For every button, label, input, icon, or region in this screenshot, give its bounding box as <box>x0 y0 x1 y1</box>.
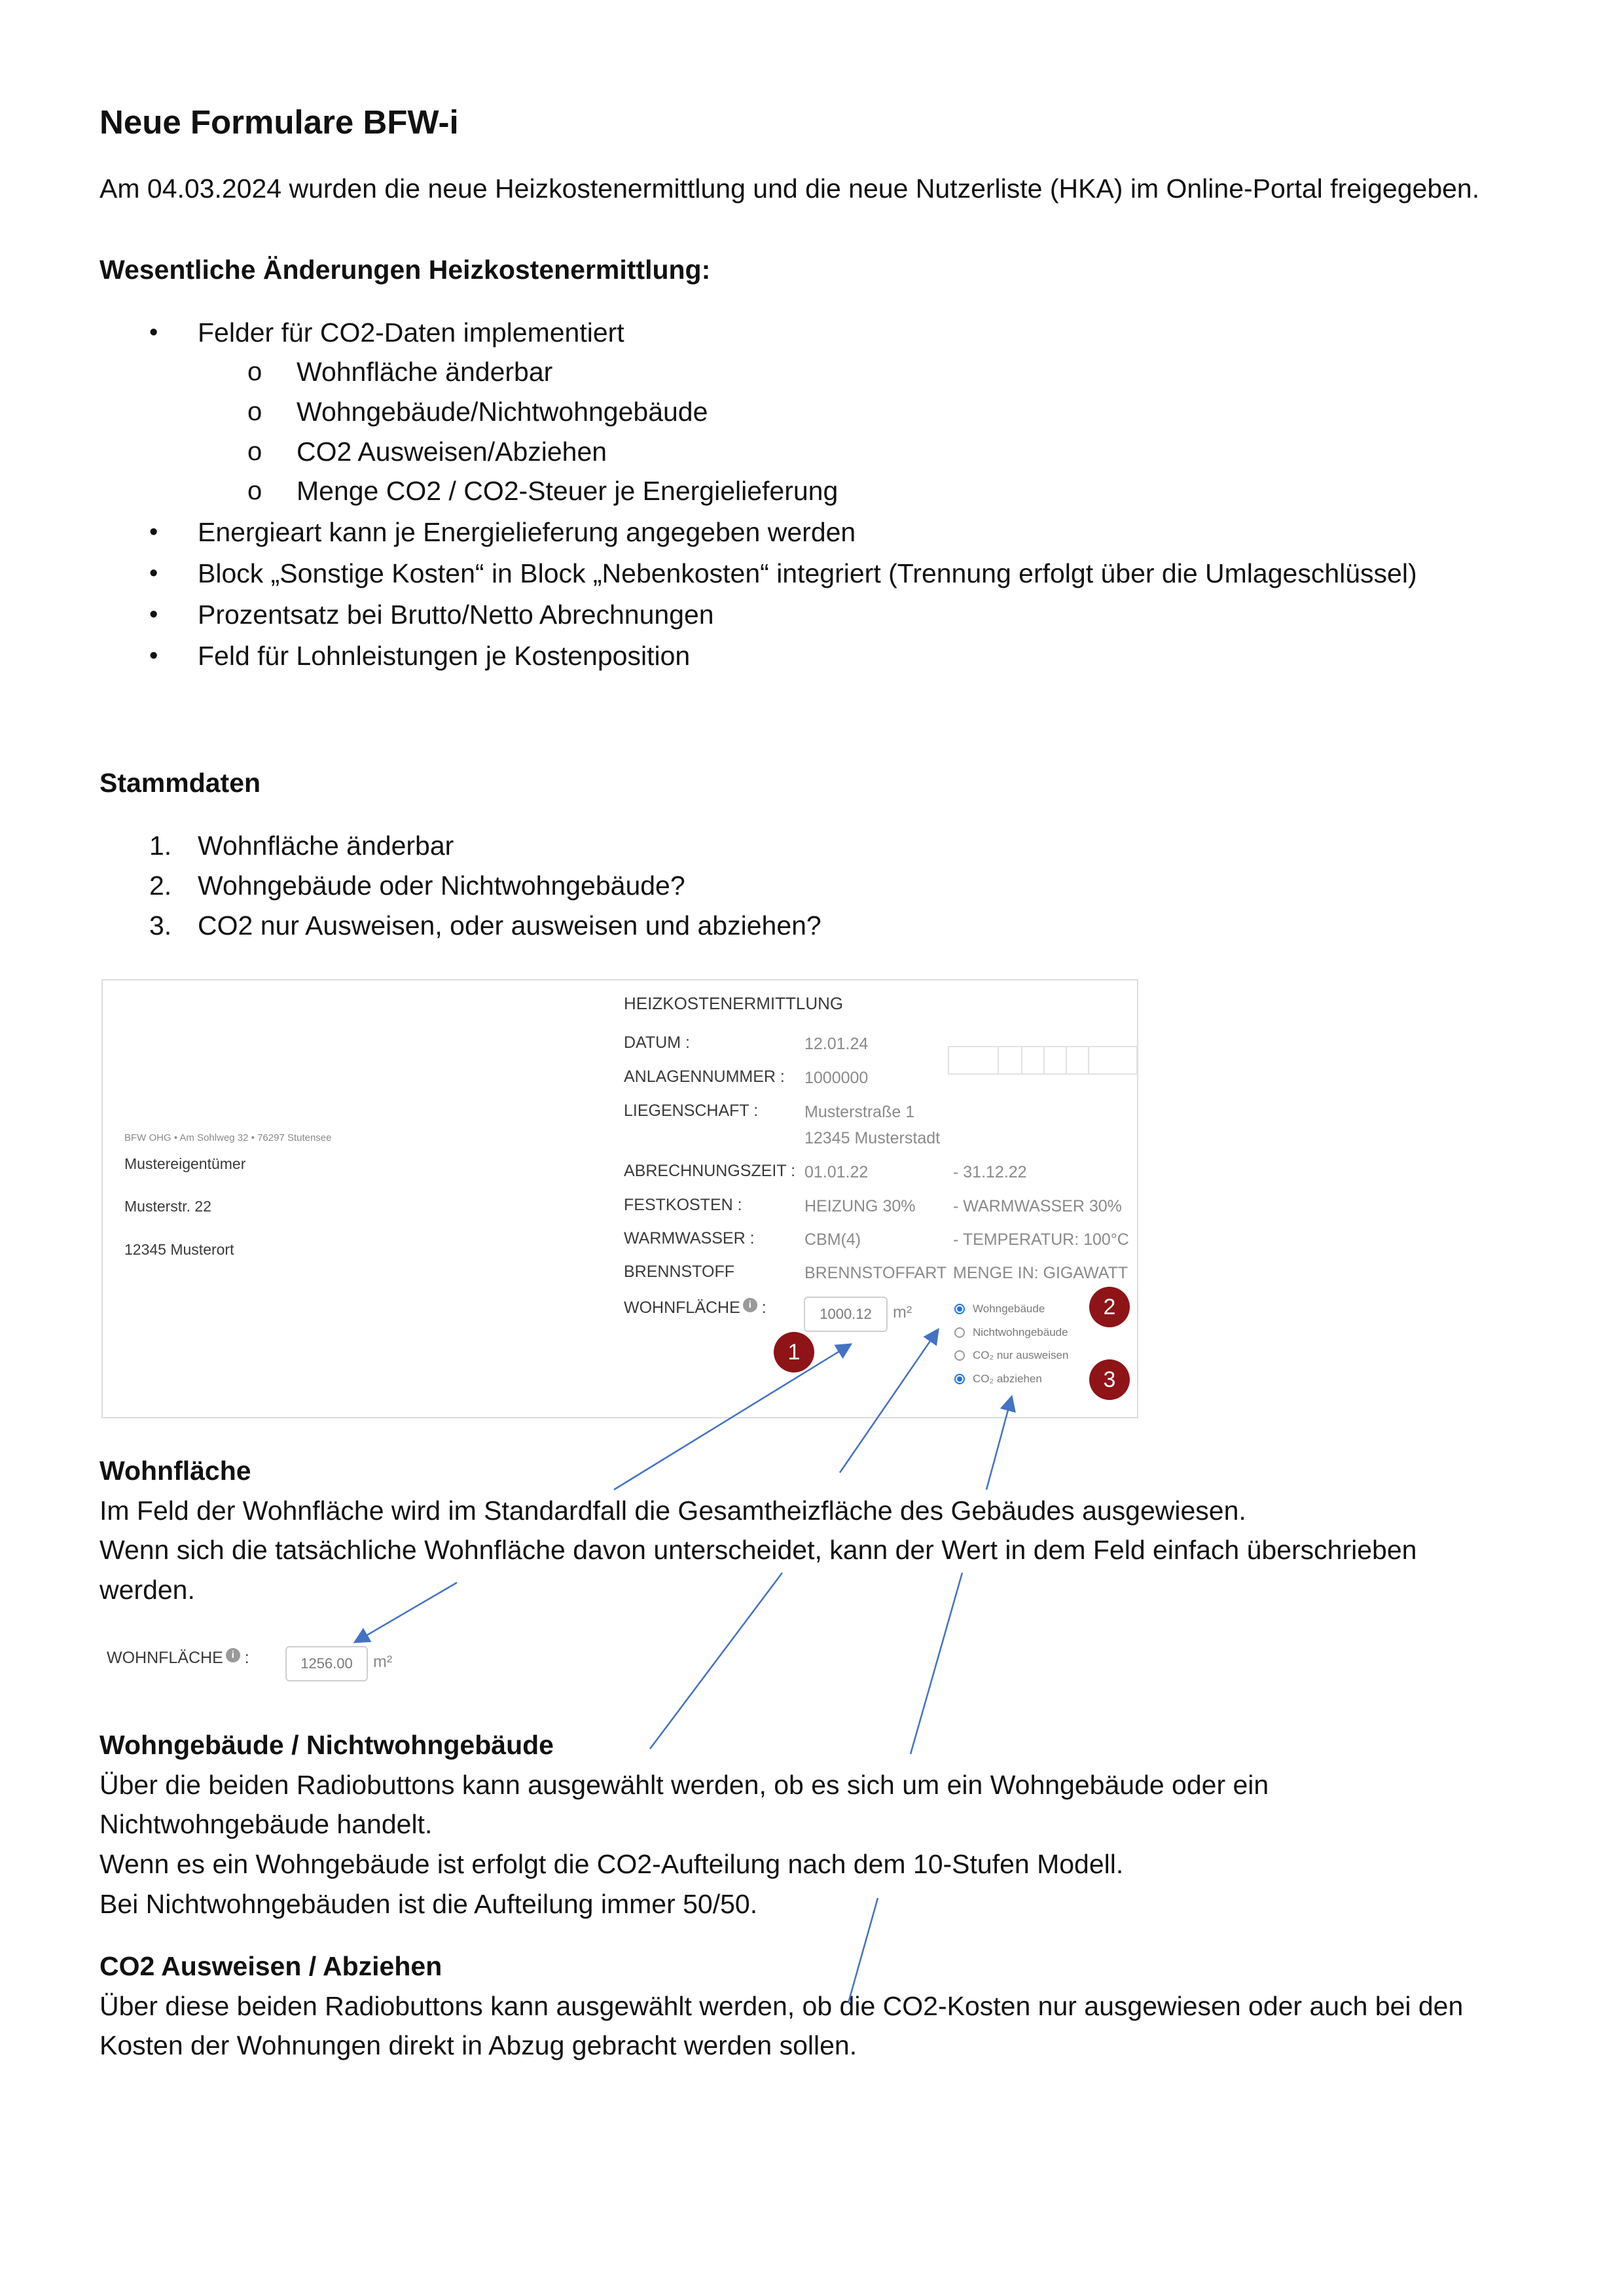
unit-m2: m² <box>893 1303 912 1321</box>
paragraph-line: Bei Nichtwohngebäuden ist die Aufteilung immer 50/50. <box>99 1889 758 1919</box>
paragraph-line: Über die beiden Radiobuttons kann ausgewählt werden, ob es sich um ein Wohngebäude oder ein <box>99 1770 1269 1800</box>
list-item: Energieart kann je Energielieferung angegeben werden <box>198 517 856 547</box>
stammdaten-heading: Stammdaten <box>99 768 261 798</box>
value-liegenschaft-2: 12345 Musterstadt <box>804 1129 941 1147</box>
list-item: CO2 nur Ausweisen, oder ausweisen und abziehen? <box>198 910 821 941</box>
value-anlagennummer: 1000000 <box>804 1069 869 1087</box>
sender-line: BFW OHG • Am Sohlweg 32 • 76297 Stutensee <box>124 1132 332 1143</box>
wohnflaeche-heading: Wohnfläche <box>99 1456 251 1486</box>
list-item: Wohnfläche änderbar <box>198 831 454 861</box>
list-item: Block „Sonstige Kosten“ in Block „Nebenkosten“ integriert (Trennung erfolgt über die Umlageschlüssel) <box>198 558 1417 588</box>
recipient-name: Mustereigentümer <box>124 1155 246 1172</box>
radio-label-wohngebaeude: Wohngebäude <box>973 1302 1045 1315</box>
list-number: 3. <box>149 910 172 941</box>
sub-bullet-icon: o <box>247 397 262 426</box>
wohnflaeche-input[interactable]: 1000.12 <box>804 1297 888 1332</box>
list-item: Prozentsatz bei Brutto/Netto Abrechnungen <box>198 600 714 630</box>
badge-3: 3 <box>1089 1359 1130 1400</box>
recipient-city: 12345 Musterort <box>124 1241 234 1258</box>
form-title: HEIZKOSTENERMITTLUNG <box>624 994 844 1013</box>
list-number: 1. <box>149 831 172 861</box>
paragraph-line: Wenn sich die tatsächliche Wohnfläche davon unterscheidet, kann der Wert in dem Feld einfach überschrieben <box>99 1535 1417 1565</box>
list-item: Menge CO2 / CO2-Steuer je Energielieferung <box>297 476 839 506</box>
list-item: Wohngebäude oder Nichtwohngebäude? <box>198 870 685 901</box>
sub-bullet-icon: o <box>247 476 262 505</box>
example-unit-m2: m² <box>373 1653 393 1671</box>
bullet-icon: • <box>149 601 158 628</box>
co2-heading: CO2 Ausweisen / Abziehen <box>99 1951 442 1981</box>
bullet-icon: • <box>149 642 158 670</box>
paragraph-line: werden. <box>99 1575 195 1605</box>
label-warmwasser: WARMWASSER : <box>624 1229 755 1247</box>
connector-line-1 <box>650 1573 782 1749</box>
arrow-4 <box>356 1583 457 1641</box>
paragraph-line: Nichtwohngebäude handelt. <box>99 1809 433 1839</box>
value-abrechnung-von: 01.01.22 <box>804 1163 869 1181</box>
example-wohnflaeche-input[interactable]: 1256.00 <box>285 1646 368 1681</box>
bullet-icon: • <box>149 560 158 587</box>
value-liegenschaft-1: Musterstraße 1 <box>804 1103 915 1121</box>
value-warmwasser-2: - TEMPERATUR: 100°C <box>953 1230 1129 1249</box>
value-datum: 12.01.24 <box>804 1035 869 1053</box>
radio-label-nichtwohngebaeude: Nichtwohngebäude <box>973 1326 1068 1338</box>
label-festkosten: FESTKOSTEN : <box>624 1196 742 1214</box>
value-abrechnung-bis: - 31.12.22 <box>953 1163 1027 1181</box>
changes-heading: Wesentliche Änderungen Heizkostenermittlung: <box>99 255 711 285</box>
value-festkosten-warmwasser: - WARMWASSER 30% <box>953 1197 1122 1215</box>
label-wohnflaeche: WOHNFLÄCHE i : <box>624 1299 767 1317</box>
arrow-1 <box>614 1345 850 1490</box>
intro-text: Am 04.03.2024 wurden die neue Heizkostenermittlung und die neue Nutzerliste (HKA) im Online-Portal freigegeben. <box>99 173 1480 204</box>
example-wohnflaeche-label: WOHNFLÄCHE i : <box>107 1649 249 1667</box>
value-brennstoff-2: MENGE IN: GIGAWATT <box>953 1264 1128 1282</box>
value-festkosten-heizung: HEIZUNG 30% <box>804 1197 916 1215</box>
badge-2: 2 <box>1089 1287 1130 1327</box>
info-icon: i <box>226 1648 240 1662</box>
paragraph-line: Im Feld der Wohnfläche wird im Standardfall die Gesamtheizfläche des Gebäudes ausgewiesen. <box>99 1496 1246 1526</box>
example-wohnflaeche-label-text: WOHNFLÄCHE <box>107 1649 223 1667</box>
list-number: 2. <box>149 870 172 901</box>
list-item: Wohnfläche änderbar <box>297 357 553 387</box>
connector-line-2 <box>911 1573 962 1754</box>
value-brennstoff-1: BRENNSTOFFART <box>804 1264 947 1282</box>
radio-label-co2-abziehen: CO₂ abziehen <box>973 1372 1042 1385</box>
value-warmwasser-1: CBM(4) <box>804 1230 861 1249</box>
paragraph-line: Wenn es ein Wohngebäude ist erfolgt die CO2-Aufteilung nach dem 10-Stufen Modell. <box>99 1849 1124 1879</box>
page-title: Neue Formulare BFW-i <box>99 103 459 141</box>
sub-bullet-icon: o <box>247 357 262 386</box>
badge-1: 1 <box>774 1332 814 1372</box>
list-item: Feld für Lohnleistungen je Kostenposition <box>198 641 691 671</box>
connector-line-3 <box>848 1898 878 2003</box>
arrow-2 <box>840 1331 937 1473</box>
label-liegenschaft: LIEGENSCHAFT : <box>624 1102 759 1120</box>
label-datum: DATUM : <box>624 1033 690 1052</box>
list-item: Felder für CO2-Daten implementiert <box>198 317 624 348</box>
label-abrechnungszeit: ABRECHNUNGSZEIT : <box>624 1162 796 1180</box>
paragraph-line: Über diese beiden Radiobuttons kann ausgewählt werden, ob die CO2-Kosten nur ausgewiesen oder auch bei den <box>99 1991 1464 2021</box>
label-brennstoff: BRENNSTOFF <box>624 1263 734 1281</box>
sub-bullet-icon: o <box>247 437 262 466</box>
bullet-icon: • <box>149 518 158 546</box>
info-icon: i <box>743 1298 757 1312</box>
label-anlagennummer: ANLAGENNUMMER : <box>624 1067 785 1086</box>
list-item: Wohngebäude/Nichtwohngebäude <box>297 397 708 427</box>
paragraph-line: Kosten der Wohnungen direkt in Abzug gebracht werden sollen. <box>99 2030 857 2060</box>
recipient-street: Musterstr. 22 <box>124 1198 211 1215</box>
list-item: CO2 Ausweisen/Abziehen <box>297 437 607 467</box>
radio-label-co2-ausweisen: CO₂ nur ausweisen <box>973 1349 1069 1361</box>
label-wohnflaeche-text: WOHNFLÄCHE <box>624 1299 740 1317</box>
bullet-icon: • <box>149 319 158 346</box>
arrow-3 <box>986 1398 1011 1490</box>
wohngebaeude-heading: Wohngebäude / Nichtwohngebäude <box>99 1730 554 1760</box>
